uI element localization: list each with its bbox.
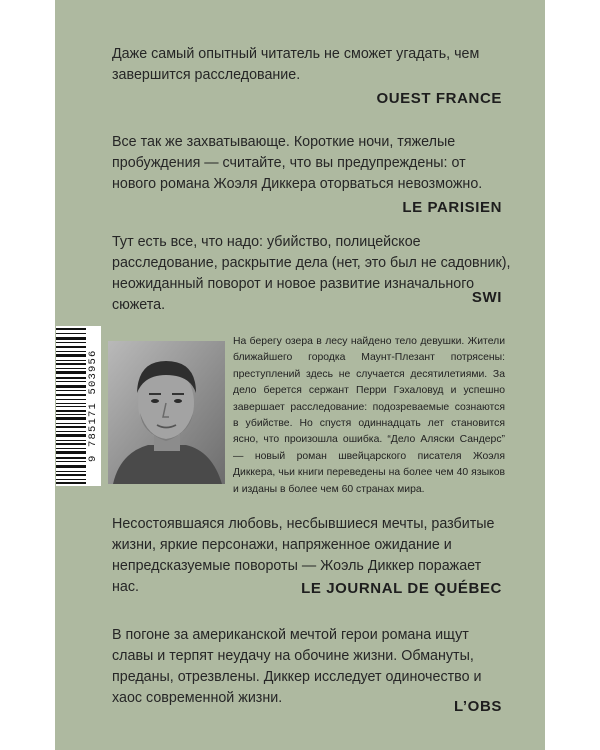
quote-4: Несостоявшаяся любовь, несбывшиеся мечты, разбитые жизни, яркие персонажи, напряженное ожидание и непредсказуемые повороты — Жоэль Диккер поражает нас. xyxy=(112,516,495,595)
quote-2-source: LE PARISIEN xyxy=(402,199,502,216)
quote-3-source: SWI xyxy=(471,289,502,306)
quote-5-source: L’OBS xyxy=(453,698,502,715)
book-synopsis: На берегу озера в лесу найдено тело девушки. Жители ближайшего городка Маунт-Плезант потрясены: преступлений здесь не случается десятилетиями. За дело берется сержант Перри Гэхаловуд и успешно завершает расследование: подозреваемые сознаются в убийстве. Но спустя одиннадцать лет становится ясно, что произошла ошибка. “Дело Аляски Сандерс” — новый роман швейцарского писателя Жоэля Диккера, чьи книги переведены на более чем 40 языков и изданы в более чем 60 странах мира. xyxy=(233,336,505,495)
quote-1-source: OUEST FRANCE xyxy=(376,90,502,107)
barcode-bars-icon xyxy=(56,326,86,486)
author-photo xyxy=(108,341,225,484)
author-portrait-icon xyxy=(108,341,225,484)
isbn-digits: 9 785171 503956 xyxy=(87,349,99,463)
isbn-barcode xyxy=(56,326,101,486)
quote-4-source: LE JOURNAL DE QUÉBEC xyxy=(301,580,502,597)
quote-5: В погоне за американской мечтой герои романа ищут славы и терпят неудачу на обочине жизни. Обмануты, преданы, отрезвлены. Диккер исследует одиночество и хаос современной жизни. xyxy=(112,627,482,706)
quote-3: Тут есть все, что надо: убийство, полицейское расследование, раскрытие дела (нет, это был не садовник), неожиданный поворот и новое развитие изначального сюжета. xyxy=(112,234,511,313)
quote-2: Все так же захватывающе. Короткие ночи, тяжелые пробуждения — считайте, что вы предупреждены: от нового романа Жоэля Диккера оторваться невозможно. xyxy=(112,134,483,192)
quote-1: Даже самый опытный читатель не сможет угадать, чем завершится расследование. xyxy=(112,46,480,83)
